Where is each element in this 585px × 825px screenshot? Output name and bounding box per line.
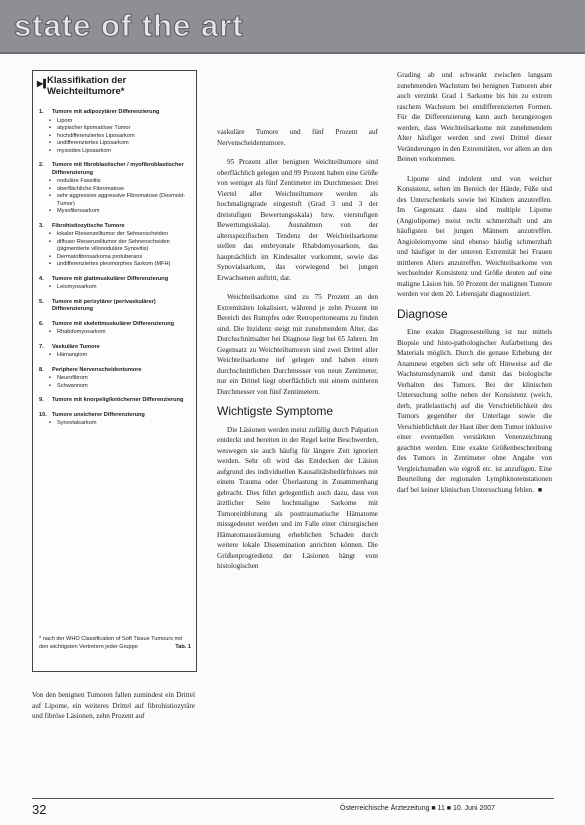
category-heading [39, 109, 191, 117]
box-marker-icon: ▶▌ [37, 79, 49, 88]
category-item [39, 223, 191, 269]
list-item: • Synovialsarkom [57, 420, 191, 428]
category-sublist [39, 420, 191, 428]
column-2 [217, 127, 378, 581]
category-sublist [39, 231, 191, 269]
category-number: 2. [39, 162, 44, 168]
table-tag: Tab. 1 [175, 643, 191, 650]
paragraph: Lipome sind indolent und von weicher Konsistenz, selten im Bereich der Hände, Füße und des Unterschenkels sowie bei Kindern anzutreffen. Im Gegensatz dazu sind multiple Lipome (Angiolipome) meist recht schmerzhaft und am häufigsten bei jungen Männern anzutreffen. Angioleiomyome sind ebenso häufig schmerzhaft und häufiger in der unteren Extremität bei Frauen mittleren Alters anzutreffen. Weichteilsarkome von wechselnder Konsistenz und Größe deuten auf eine maligne Läsion hin. 50 Prozent der malignen Tumore werden vor dem 20. Lebensjahr diagnostiziert. [397, 174, 552, 298]
category-number: 3. [39, 222, 44, 229]
category-heading [39, 276, 191, 284]
heading-diagnose: Diagnose [397, 306, 448, 321]
journal-info: Österreichische Ärztezeitung ■ 11 ■ 10. Juni 2007 [340, 805, 496, 812]
category-number: 5. [39, 298, 44, 305]
list-item: • undifferenziertes Liposarkom [57, 140, 191, 148]
category-title: Fibrohistiozytische Tumore [52, 222, 125, 229]
category-title: Tumore mit skelettmuskulärer Differenzierung [52, 320, 175, 327]
list-item: • Leiomyosarkom [57, 284, 191, 292]
paragraph: vaskuläre Tumore und fünf Prozent auf Nervenscheidentumore. [217, 128, 378, 147]
category-number: 1. [39, 109, 44, 115]
category-heading [39, 397, 191, 405]
category-title: Tumore mit adipozytärer Differenzierung [52, 109, 160, 115]
classification-box [32, 70, 197, 672]
list-item: • sehr aggressive aggressive Fibromatose (Desmoid-Tumor) [57, 193, 191, 208]
category-title: Tumore unsicherer Differenzierung [52, 411, 145, 418]
paragraph: Grading ab und schwankt zwischen langsam zunehmenden Wachstum bei benignen Tumoren aber auch verzinkt Grad 1 Sarkome bis hin zu extrem raschem Wachstum bei entdifferenzierten Formen. Für die Differenzierung kann auch herangezogen werden, dass Weichteilsarkome mit zunehmendem Alter häufiger werden und zwei Drittel dieser Veränderungen in den Extremitäten, vor allem an den Beinen vorkommen. [397, 71, 552, 163]
category-heading [39, 344, 191, 352]
header-banner [0, 0, 585, 52]
category-item [39, 276, 191, 292]
category-item [39, 344, 191, 360]
category-item [39, 109, 191, 155]
category-item [39, 162, 191, 216]
category-number: 9. [39, 397, 44, 403]
category-heading [39, 321, 191, 329]
header-divider [0, 52, 585, 54]
category-sublist [39, 352, 191, 360]
category-sublist [39, 284, 191, 292]
list-item: • Myxofibrosarkom [57, 208, 191, 216]
column-1 [32, 690, 195, 731]
category-heading [39, 162, 191, 177]
section-title: state of the art [14, 8, 244, 43]
category-item [39, 412, 191, 428]
category-number: 10. [39, 411, 47, 418]
page-number: 32 [32, 802, 47, 817]
column-3 [397, 70, 552, 504]
category-item [39, 367, 191, 391]
end-mark-icon: ■ [537, 485, 543, 494]
category-title: Periphere Nervenscheidentumore [52, 366, 142, 373]
heading-symptome: Wichtigste Symptome [217, 404, 334, 418]
list-item: • Schwannom [57, 383, 191, 391]
list-item: • diffuser Riesenzelltumor der Sehnenscheiden (pigmentierte villonoduläre Synovitis) [57, 239, 191, 254]
paragraph [397, 327, 552, 495]
category-item [39, 397, 191, 405]
box-footnote [39, 636, 191, 651]
classification-list [39, 109, 191, 435]
list-item: • hochdifferenziertes Liposarkom [57, 133, 191, 141]
category-title: Tumore mit fibroblastischer / myofibroblastischer Differenzierung [52, 162, 184, 176]
category-title: Vaskuläre Tumore [52, 343, 100, 350]
list-item: • oberflächliche Fibromatose [57, 186, 191, 194]
paragraph-text: Eine exakte Diagnosestellung ist nur mittels Biopsie und histo-pathologischer Aufarbeitung des Materials möglich. Durch die genaue Erhebung der Anamnese ergeben sich sehr oft Hinweise auf die Wachstumsdynamik und damit das biologische Verhalten des Tumors. Bei der klinischen Untersuchung sollte neben der Konsistenz (weich, derb, prallelastisch) auf die Verschieblichkeit des Tumors gegenüber der Unterlage sowie die Verschieblichkeit der Haut über dem Tumor inklusive einer eventuellen verstärkten Venenzeichnung geachtet werden. Eine exakte Größenbeschreibung des Tumors in Zentimeter ohne Angabe von Vergleichsmaßen wie eigroß etc. ist anzufügen. Eine Beurteilung der regionalen Lymphknotenstationen darf bei keiner klinischen Untersuchung fehlen. [397, 328, 552, 494]
category-sublist [39, 178, 191, 216]
category-title: Tumore mit knorpelig/knöcherner Differenzierung [52, 397, 184, 403]
list-item: • lokaler Riesenzelltumor der Sehnenscheiden [57, 231, 191, 239]
category-number: 4. [39, 275, 44, 282]
category-number: 6. [39, 320, 44, 327]
list-item: • myxoides Liposarkom [57, 148, 191, 156]
list-item: • Dermatofibrosarkoma protuberans [57, 254, 191, 262]
list-item: • Neurofibrom [57, 375, 191, 383]
list-item: • undifferenziertes pleomorphes Sarkom (MFH) [57, 261, 191, 269]
list-item: • Rhabdomyosarkom [57, 329, 191, 337]
paragraph: Weichteilsarkome sind zu 75 Prozent an den Extremitäten lokalisiert, während je zehn Prozent im Bereich des Rumpfes oder Retroperitoneums zu finden sind. Die Inzidenz steigt mit zunehmendem Alter, das Durchschnittsalter bei Diagnose liegt bei 65 Jahren. Im Gegensatz zu Weichteiltumoren sind zwei Drittel aller Weichteilsarkome tief gelegen und haben einen durchschnittlichen Durchmesser von neun Zentimeter, nur ein Drittel liegt oberflächlich mit einem mittleren Durchmesser von fünf Zentimetern. [217, 293, 378, 396]
category-title: Tumore mit perizytärer (perivaskulärer) Differenzierung [52, 298, 156, 312]
footer-divider [32, 798, 554, 799]
category-heading [39, 223, 191, 231]
list-item: • Hämangiom [57, 352, 191, 360]
paragraph: Die Läsionen werden meist zufällig durch Palpation entdeckt und bereiten in der Regel keine Beschwerden, weswegen sie auch häufig für längere Zeit ignoriert werden. Sehr oft wird das Entdecken der Läsion aufgrund des individuellen Kausalitätsbedürfnisses mit einem Trauma oder Überlastung in Zusammenhang gebracht. Dies führt gelegentlich auch dazu, dass von ärztlicher Seite hochmaligne Sarkome mit Tumoreinblutung als posttraumatische Hämatome missgedeutet werden und im Falle einer chirurgischen Hämatomausräumung erheblichen Schaden durch weitere lokale Dissemination anrichten können. Die Größenprogredienz der Läsionen hängt vom histologischen [217, 425, 378, 570]
list-item: • atypischer lipomatöser Tumor [57, 125, 191, 133]
category-heading [39, 367, 191, 375]
paragraph: 95 Prozent aller benignen Weichteiltumore sind oberflächlich gelegen und 99 Prozent haben eine Größe von weniger als fünf Zentimeter im Durchmesser. Drei Viertel aller Weichteiltumore werden als hochmaligngrade eingestuft (Grad 3 und 3 der dreistufigen Bewertungsskala) bzw. vierstufigen Bewertungsskala). Ausnahmen von der altersspezifischen Tendenz der Weichteilsarkome stellen das embryonale Rhabdomyosarkom, das hauptsächlich im Kindesalter vorkommt, sowie das Synovialsarkom, das vorwiegend bei jungen Erwachsenen auftritt, dar. [217, 158, 378, 282]
footnote-text: * nach der WHO Classification of Soft Tissue Tumours mit den wichtigsten Vertretern jeder Gruppe [39, 636, 183, 650]
category-item [39, 321, 191, 337]
category-number: 8. [39, 366, 44, 373]
category-sublist [39, 118, 191, 156]
category-sublist [39, 329, 191, 337]
category-sublist [39, 375, 191, 390]
box-title: Klassifikation der Weichteiltumore* [47, 75, 127, 97]
list-item: • noduläre Fasziitis [57, 178, 191, 186]
category-number: 7. [39, 343, 44, 350]
category-heading [39, 299, 191, 314]
category-title: Tumore mit glattmuskulärer Differenzierung [52, 275, 169, 282]
paragraph: Von den benignen Tumoren fallen zumindest ein Drittel auf Lipome, ein weiteres Drittel auf fibrohistiozytäre und fibröse Läsionen, zehn Prozent auf [32, 691, 195, 720]
list-item: • Lipom [57, 118, 191, 126]
category-item [39, 299, 191, 314]
category-heading [39, 412, 191, 420]
